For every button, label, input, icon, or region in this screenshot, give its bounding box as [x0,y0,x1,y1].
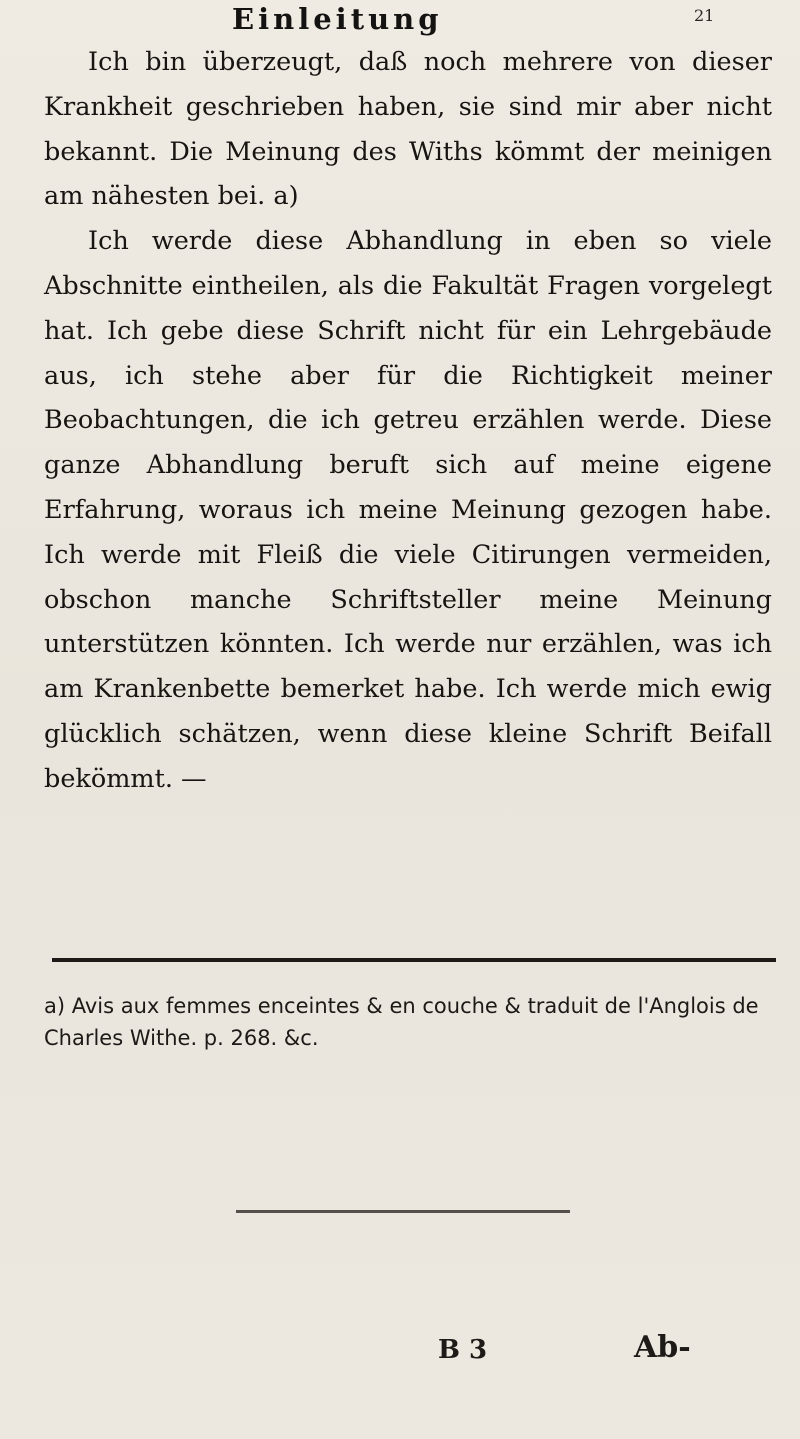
catchword: Ab- [634,1330,691,1365]
decorative-rule [236,1210,570,1213]
body-text [44,40,772,802]
page-number: 21 [694,6,715,25]
paragraph: Ich werde diese Abhandlung in eben so viele Abschnitte eintheilen, als die Fakultät Fragen vorgelegt hat. Ich gebe diese Schrift nicht für ein Lehrgebäude aus, ich stehe aber für die Richtigkeit meiner Beobachtungen, die ich getreu erzählen werde. Diese ganze Abhandlung beruft sich auf meine eigene Erfahrung, woraus ich meine Meinung gezogen habe. Ich werde mit Fleiß die viele Citirungen vermeiden, obschon manche Schriftsteller meine Meinung unterstützen könnten. Ich werde nur erzählen, was ich am Krankenbette bemerket habe. Ich werde mich ewig glücklich schätzen, wenn diese kleine Schrift Beifall bekömmt. — [44,226,772,794]
footnote [44,990,774,1054]
footnote-text: a) Avis aux femmes enceintes & en couche & traduit de l'Anglois de Charles Withe. p. 268. &c. [44,994,759,1050]
signature-mark: B 3 [438,1335,488,1365]
paragraph: Ich bin überzeugt, daß noch mehrere von dieser Krankheit geschrieben haben, sie sind mir aber nicht bekannt. Die Meinung des Withs kömmt der meinigen am nähesten bei. a) [44,47,772,212]
page-header [0,2,800,42]
footnote-rule [52,958,776,962]
running-head: Einleitung [232,2,443,36]
